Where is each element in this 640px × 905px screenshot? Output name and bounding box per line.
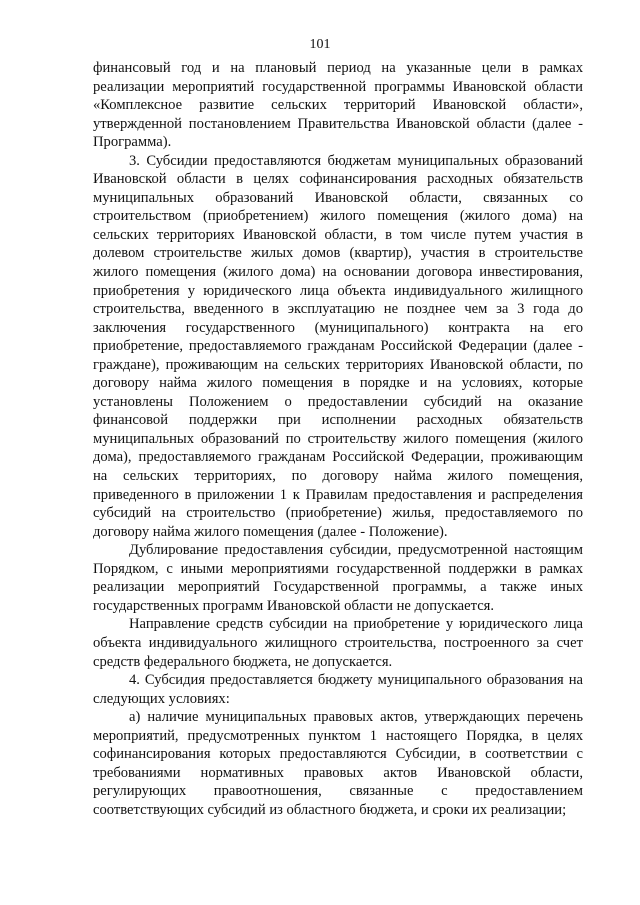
document-body: [93, 59, 583, 819]
paragraph-item-4a: а) наличие муниципальных правовых актов, утверждающих перечень мероприятий, предусмотренных пунктом 1 настоящего Порядка, в целях софинансирования которых предоставляются Субсидии, в соответствии с требованиями нормативных правовых актов Ивановской области, регулирующих правоотношения, связанные с предоставлением соответствующих субсидий из областного бюджета, и сроки их реализации;: [93, 709, 583, 818]
paragraph-item-4: 4. Субсидия предоставляется бюджету муниципального образования на следующих условиях:: [93, 672, 583, 707]
paragraph-duplication: Дублирование предоставления субсидии, предусмотренной настоящим Порядком, с иными мероприятиями государственной поддержки в рамках реализации мероприятий Государственной программы, а также иных государственных программ Ивановской области не допускается.: [93, 542, 583, 614]
paragraph-program-intro: финансовый год и на плановый период на указанные цели в рамках реализации мероприятий государственной программы Ивановской области «Комплексное развитие сельских территорий Ивановской области», утвержденной постановлением Правительства Ивановской области (далее - Программа).: [93, 60, 583, 151]
paragraph-item-3: 3. Субсидии предоставляются бюджетам муниципальных образований Ивановской области в целях софинансирования расходных обязательств муниципальных образований Ивановской области, связанных со строительством (приобретением) жилого помещения (жилого дома) на сельских территориях Ивановской области, в том числе путем участия в долевом строительстве жилых домов (квартир), участия в строительстве жилого помещения (жилого дома) на основании договора инвестирования, приобретения у юридического лица объекта индивидуального жилищного строительства, введенного в эксплуатацию не позднее чем за 3 года до заключения государственного (муниципального) контракта на его приобретение, предоставляемого гражданам Российской Федерации (далее - граждане), проживающим на сельских территориях Ивановской области, по договору найма жилого помещения в порядке и на условиях, которые установлены Положением о предоставлении субсидий на оказание финансовой поддержки при исполнении расходных обязательств муниципальных образований по строительству жилого помещения (жилого дома), предоставляемого гражданам Российской Федерации, проживающим на сельских территориях, по договору найма жилого помещения, приведенного в приложении 1 к Правилам предоставления и распределения субсидий на строительство (приобретение) жилья, предоставляемого по договору найма жилого помещения (далее - Положение).: [93, 152, 583, 540]
paragraph-federal-budget: Направление средств субсидии на приобретение у юридического лица объекта индивидуального жилищного строительства, построенного за счет средств федерального бюджета, не допускается.: [93, 616, 583, 670]
page-number: 101: [309, 37, 331, 52]
